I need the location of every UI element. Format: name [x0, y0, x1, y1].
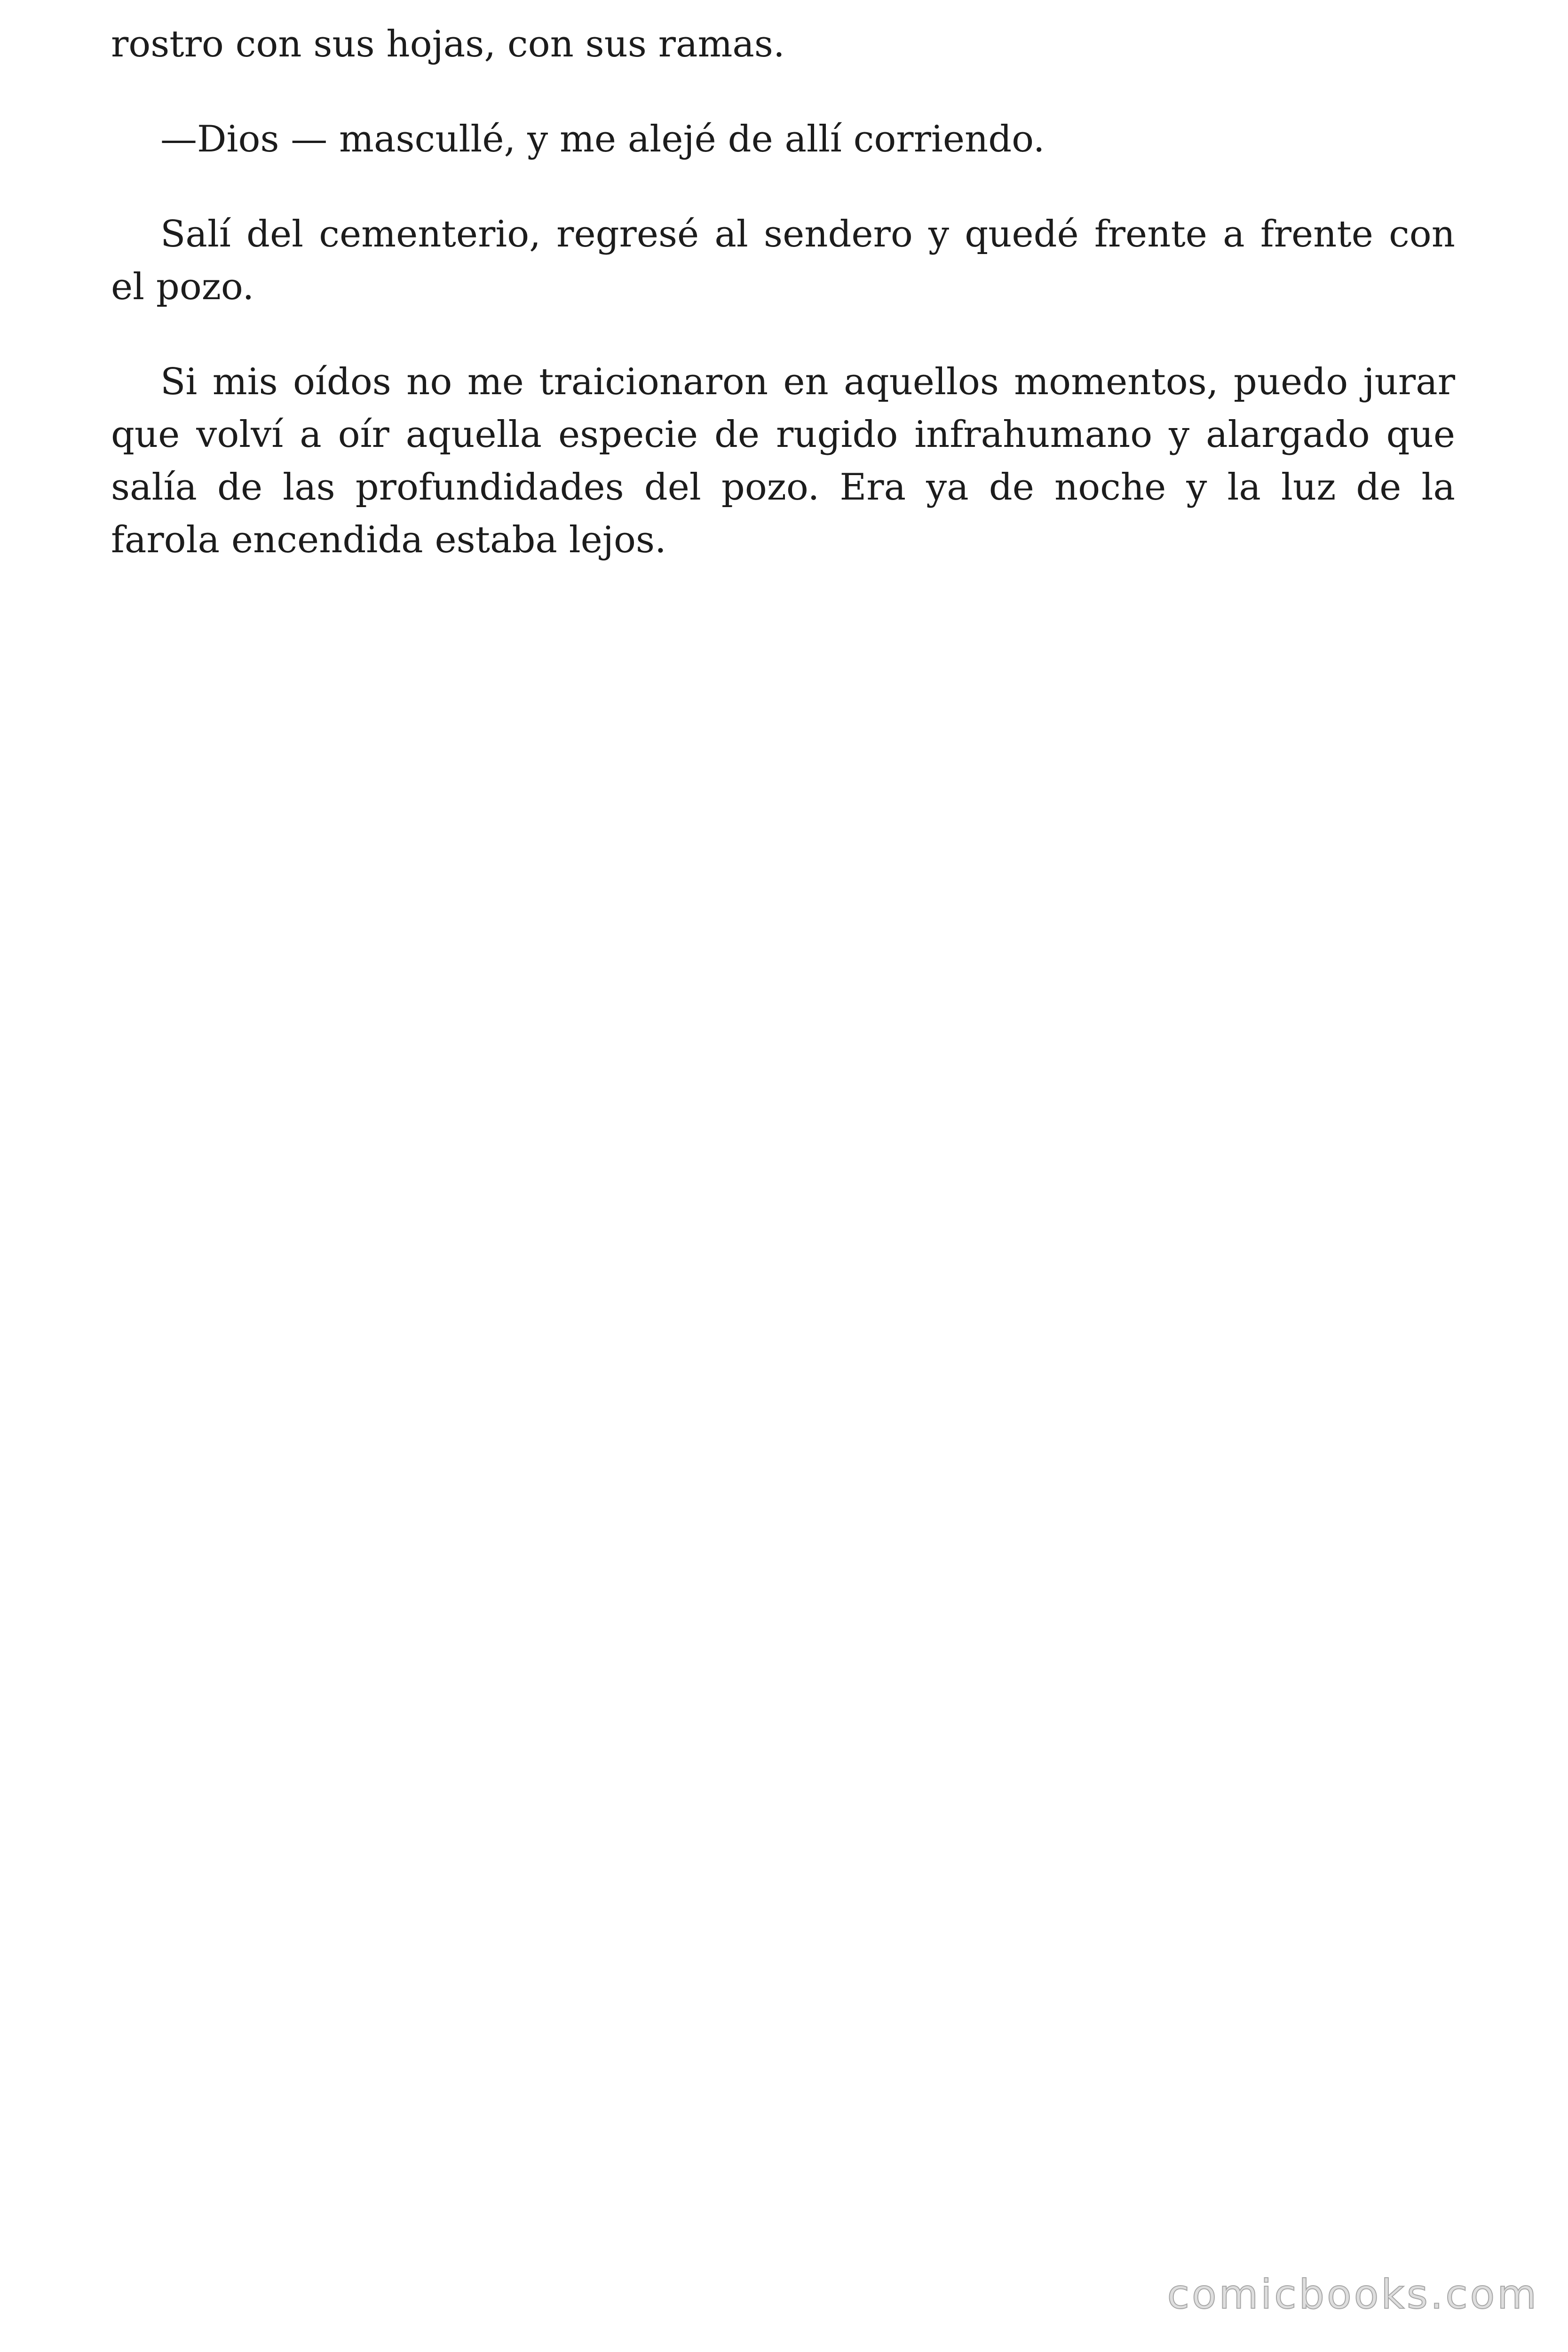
watermark: comicbooks.com — [1167, 2271, 1539, 2318]
text-line: Salí del cementerio, regresé al sendero y quedé frente a frente con — [160, 213, 1455, 255]
text-line: salía de las profundidades del pozo. Era ya de noche y la luz de la — [111, 466, 1455, 509]
text-line: el pozo. — [111, 266, 254, 308]
book-page-body — [111, 18, 1455, 609]
paragraph-continuation — [111, 18, 1455, 71]
paragraph-dialogue — [111, 113, 1455, 166]
text-line: rostro con sus hojas, con sus ramas. — [111, 23, 785, 65]
text-line: —Dios — mascullé, y me alejé de allí corriendo. — [160, 118, 1045, 160]
text-line: Si mis oídos no me traicionaron en aquellos momentos, puedo jurar — [160, 361, 1455, 403]
text-line: farola encendida estaba lejos. — [111, 519, 666, 561]
paragraph — [111, 356, 1455, 566]
text-line: que volví a oír aquella especie de rugido infrahumano y alargado que — [111, 413, 1455, 456]
paragraph — [111, 208, 1455, 313]
